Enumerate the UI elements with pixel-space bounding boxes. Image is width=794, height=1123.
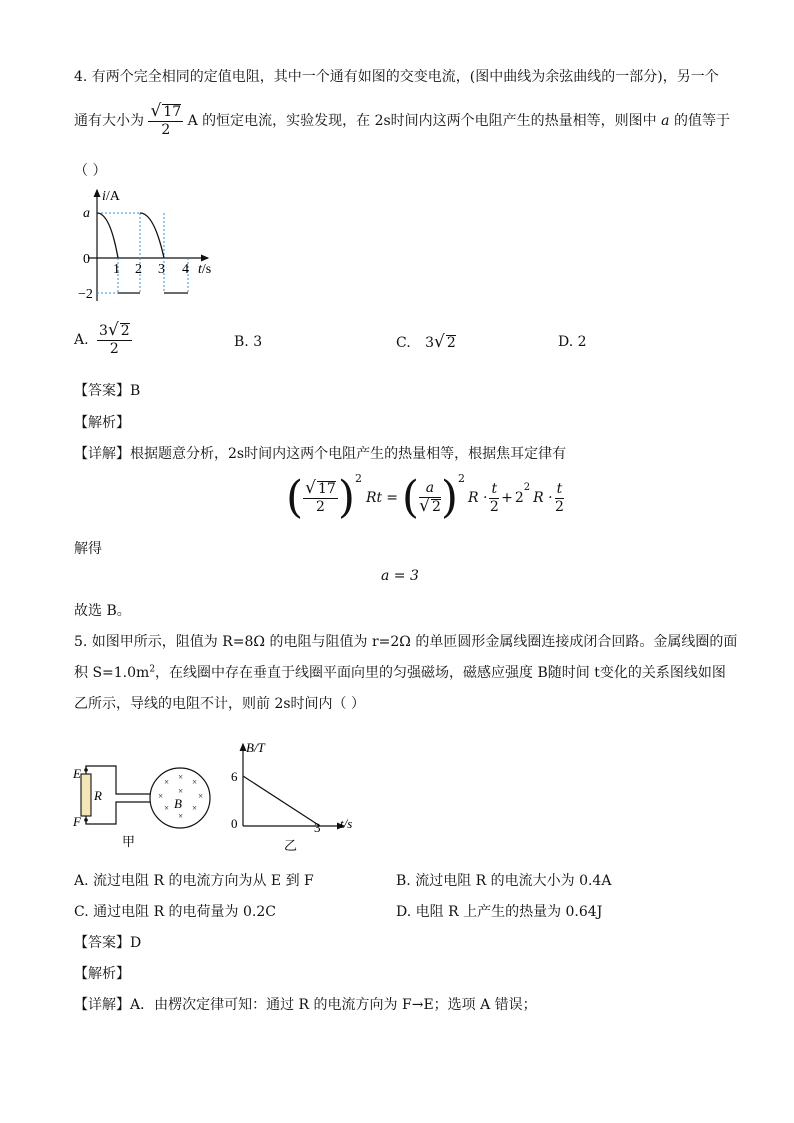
q5-jia-resistor [81,774,91,816]
q5-line2 [74,662,726,682]
q5-jia-F: F [73,814,81,829]
q4-frac-den: 2 [161,122,171,138]
q5-yi-x-label: t/s [340,816,353,831]
q4-blank: （ ） [74,163,107,179]
q5-option-a[interactable]: A. 流过电阻 R 的电流方向为从 E 到 F [74,873,314,889]
q4-origin: 0 [83,252,90,267]
q4-y-label-i: i [102,189,106,204]
q4-result: a = 3 [381,568,419,584]
q4-x-tick-2: 2 [135,262,142,277]
q4-x-tick-1: 1 [113,262,120,277]
q5-yi-x-val: 3 [314,820,321,835]
q4-stem-line2 [74,103,730,139]
svg-text:×: × [198,791,204,801]
q5-yi-y-val: 6 [231,769,238,784]
q4-eq-lhs-fraction: $\frac{√ 17}{2}$ [305,478,336,515]
q4-answer: 【答案】B [74,383,141,399]
q4-stem-line2-post: A 的恒定电流，实验发现，在 2s时间内这两个电阻产生的热量相等，则图中 [187,113,657,129]
q4-stem-line2-end: 的值等于 [673,113,730,129]
q4-eq-r-dot-2: R · [533,490,553,506]
q4-frac-sqrt: 17 [163,104,182,120]
q4-dashed-guides [97,213,188,293]
q4-solve: 解得 [74,541,102,557]
q4-eq-rt: Rt [366,490,383,506]
q4-eq-two-1: 2 [489,498,499,515]
q4-x-tick-4: 4 [182,262,189,277]
q5-line1: 5. 如图甲所示，阻值为 R=8Ω 的电阻与阻值为 r=2Ω 的单匝圆形金属线圈连接成闭合回路。金属线圈的面 [74,634,738,650]
q5-jia-B: B [174,796,182,811]
q4-opt-a-sqrt: 2 [120,323,130,339]
q4-stem-line1: 4. 有两个完全相同的定值电阻，其中一个通有如图的交变电流，(图中曲线为余弦曲线的一部分)，另一个 [74,69,719,85]
q4-eq-two-2: 2 [554,498,564,515]
q4-eq-a: a [419,480,441,498]
q5-line2-pre: 积 S=1.0m [74,665,150,681]
svg-text:×: × [158,791,164,801]
q4-choose: 故选 B。 [74,603,131,619]
q5-yi-caption: 乙 [284,838,298,853]
q5-option-d[interactable]: D. 电阻 R 上产生的热量为 0.64J [396,904,603,920]
q4-eq-exp-2: 2 [458,472,466,485]
q4-option-c[interactable]: C. 3√ 2 [396,332,456,352]
q4-eq-t-half-1 [489,481,499,516]
q5-jia-E: E [73,766,81,781]
q4-opt-c-coef: 3 [425,335,435,351]
q4-x-tick-3: 3 [158,262,165,277]
q5-option-b[interactable]: B. 流过电阻 R 的电流大小为 0.4A [396,873,612,889]
q4-opt-a-coef: 3 [99,323,108,339]
q4-cosine-segment-1 [97,213,118,258]
q4-option-a[interactable] [74,322,132,358]
svg-text:×: × [164,803,170,813]
q4-eq-two-sq-exp: 2 [523,482,531,493]
q5-yi-b-line [243,776,320,826]
q4-eq-rhs-fraction: $\frac{a}{√ 2}$ [419,480,441,516]
svg-text:×: × [178,772,184,782]
q4-eq-sqrt2: 2 [431,499,441,515]
q4-eq-lhs-sqrt: 17 [318,481,336,497]
q4-eq-t-2: t [556,480,563,497]
svg-text:×: × [164,777,170,787]
q5-yi-origin: 0 [231,816,238,831]
q4-y-label-unit: /A [105,189,120,204]
svg-text:i/A [102,189,121,204]
q5-yi-y-label: B/T [246,740,265,755]
q4-option-b[interactable]: B. 3 [234,334,263,350]
q5-line3: 乙所示，导线的电阻不计，则前 2s时间内（ ） [74,696,365,712]
q4-tick-neg2: −2 [78,287,93,302]
q4-option-a-fraction: $\frac{3√ 2}{2}$ [99,320,130,357]
q4-tick-a: a [83,206,90,221]
q4-current-fraction: $\frac{√ 17}{2}$ [150,101,182,138]
q5-jia-caption: 甲 [122,834,136,849]
q5-line2-post: ，在线圈中存在垂直于线圈平面向里的匀强磁场，磁感应强度 B随时间 t变化的关系图线如图 [155,665,726,681]
q5-figure-jia [70,750,220,850]
q4-x-label-t: t [198,262,202,277]
svg-text:×: × [178,811,184,821]
svg-text:×: × [192,803,198,813]
q4-eq-two-sq-base: 2 [514,490,524,506]
q4-eq-r-dot-1: R · [468,490,488,506]
q4-option-a-label: A. [74,332,89,348]
q4-stem-line2-pre: 通有大小为 [74,113,144,129]
q4-eq-sign: = [386,490,398,506]
q4-eq-plus: + [501,490,513,506]
q5-answer: 【答案】D [74,935,142,951]
svg-text:t/s [198,262,211,277]
q5-analysis: 【解析】 [74,966,130,982]
q4-current-graph [78,186,228,306]
q4-eq-t-1: t [491,480,498,497]
q4-eq-exp-1: 2 [355,472,363,485]
q4-opt-c-sqrt: 2 [446,335,456,351]
q4-analysis: 【解析】 [74,415,130,431]
q5-figure-yi [224,736,364,854]
q4-option-c-label: C. [396,335,411,351]
svg-text:×: × [178,786,184,796]
q4-cosine-segment-2 [140,213,164,258]
q5-jia-R: R [94,788,102,803]
q4-detail: 【详解】根据题意分析，2s时间内这两个电阻产生的热量相等，根据焦耳定律有 [74,446,567,462]
q4-opt-a-den: 2 [109,341,119,357]
q4-var-a: a [661,113,670,129]
q4-eq-t-half-2 [555,481,565,516]
q5-detail: 【详解】A．由楞次定律可知：通过 R 的电流方向为 F→E；选项 A 错误； [74,997,537,1013]
svg-text:×: × [192,777,198,787]
q5-line2-sup: 2 [149,664,156,675]
q5-option-c[interactable]: C. 通过电阻 R 的电荷量为 0.2C [74,904,276,920]
q4-option-d[interactable]: D. 2 [558,334,587,350]
q4-x-label-unit: /s [201,262,212,277]
q4-equation: ( $\frac{√ 17}{2}$ ) $^2$ Rt = ( $\frac{a}{√ 2}$ ) $^2$ R · $\frac{t}{2}$ + 2 $^2$ R · $\frac{t}{2}$ [286,472,564,523]
q4-eq-lhs-den: 2 [316,499,325,515]
